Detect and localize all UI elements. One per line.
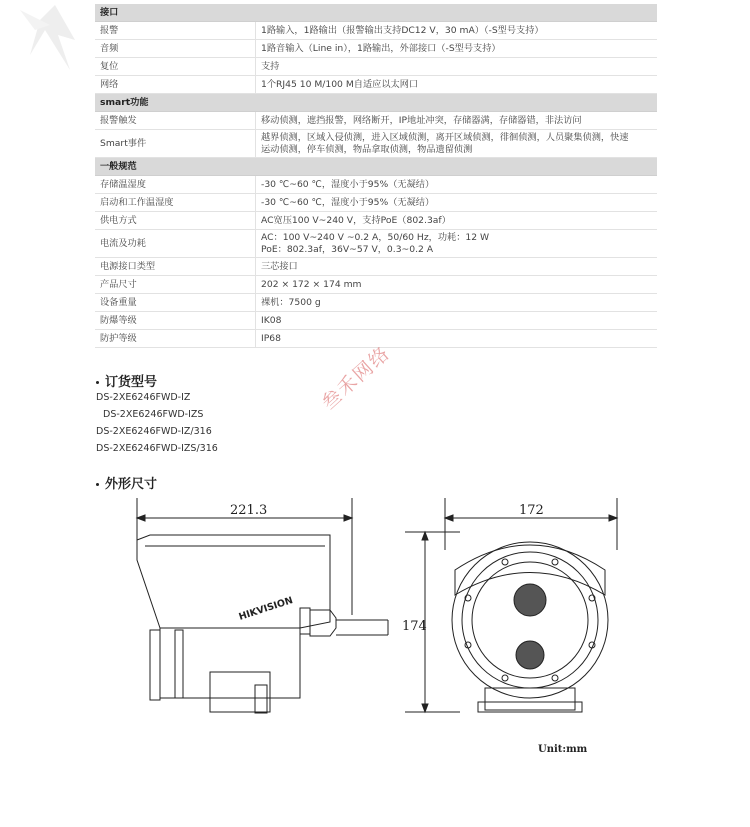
spec-row: 音频 1路音输入（Line in），1路输出，外部接口（-S型号支持） [95, 40, 657, 58]
spec-section-header: 接口 [95, 4, 657, 22]
watermark-text: 叁禾网络 [317, 341, 395, 415]
spec-row: 供电方式 AC宽压100 V~240 V，支持PoE（802.3af） [95, 212, 657, 230]
dimension-drawing [0, 480, 750, 780]
spec-row: 设备重量 裸机：7500 g [95, 294, 657, 312]
spec-row: 防护等级 IP68 [95, 330, 657, 348]
list-item: DS-2XE6246FWD-IZS [103, 409, 204, 420]
unit-label: Unit:mm [538, 744, 588, 755]
decorative-corner-graphic [0, 0, 110, 110]
spec-row: 复位 支持 [95, 58, 657, 76]
spec-row: 启动和工作温湿度 -30 ℃~60 ℃，湿度小于95%（无凝结） [95, 194, 657, 212]
list-item: DS-2XE6246FWD-IZ [96, 392, 191, 403]
brand-logo-text: HIKVISION [237, 595, 295, 623]
spec-section-header: smart功能 [95, 94, 657, 112]
spec-row: 报警 1路输入，1路输出（报警输出支持DC12 V，30 mA）（-S型号支持） [95, 22, 657, 40]
spec-row: 存储温湿度 -30 ℃~60 ℃，湿度小于95%（无凝结） [95, 176, 657, 194]
bullet-icon [96, 381, 99, 384]
list-item: DS-2XE6246FWD-IZS/316 [96, 443, 218, 454]
front-width-label: 172 [519, 503, 544, 518]
spec-row: 电源接口类型 三芯接口 [95, 258, 657, 276]
spec-row: 防爆等级 IK08 [95, 312, 657, 330]
dimensions-heading: 外形尺寸 [96, 473, 157, 492]
spec-row: 报警触发 移动侦测，遮挡报警，网络断开，IP地址冲突，存储器满，存储器错，非法访问 [95, 112, 657, 130]
spec-row: 电流及功耗 AC：100 V~240 V ~0.2 A，50/60 Hz，功耗：12 W PoE：802.3af，36V~57 V，0.3~0.2 A [95, 230, 657, 258]
side-length-label: 221.3 [230, 503, 268, 518]
spec-section-header: 一般规范 [95, 158, 657, 176]
spec-row: Smart事件 越界侦测，区域入侵侦测，进入区域侦测，离开区域侦测，徘徊侦测，人员聚集侦测，快速 运动侦测，停车侦测，物品拿取侦测，物品遗留侦测 [95, 130, 657, 158]
list-item: DS-2XE6246FWD-IZ/316 [96, 426, 212, 437]
order-model-list [96, 389, 218, 457]
front-height-label: 174 [402, 619, 427, 634]
spec-table [95, 4, 657, 348]
spec-row: 网络 1个RJ45 10 M/100 M自适应以太网口 [95, 76, 657, 94]
order-models-heading: 订货型号 [96, 371, 157, 390]
spec-row: 产品尺寸 202 × 172 × 174 mm [95, 276, 657, 294]
